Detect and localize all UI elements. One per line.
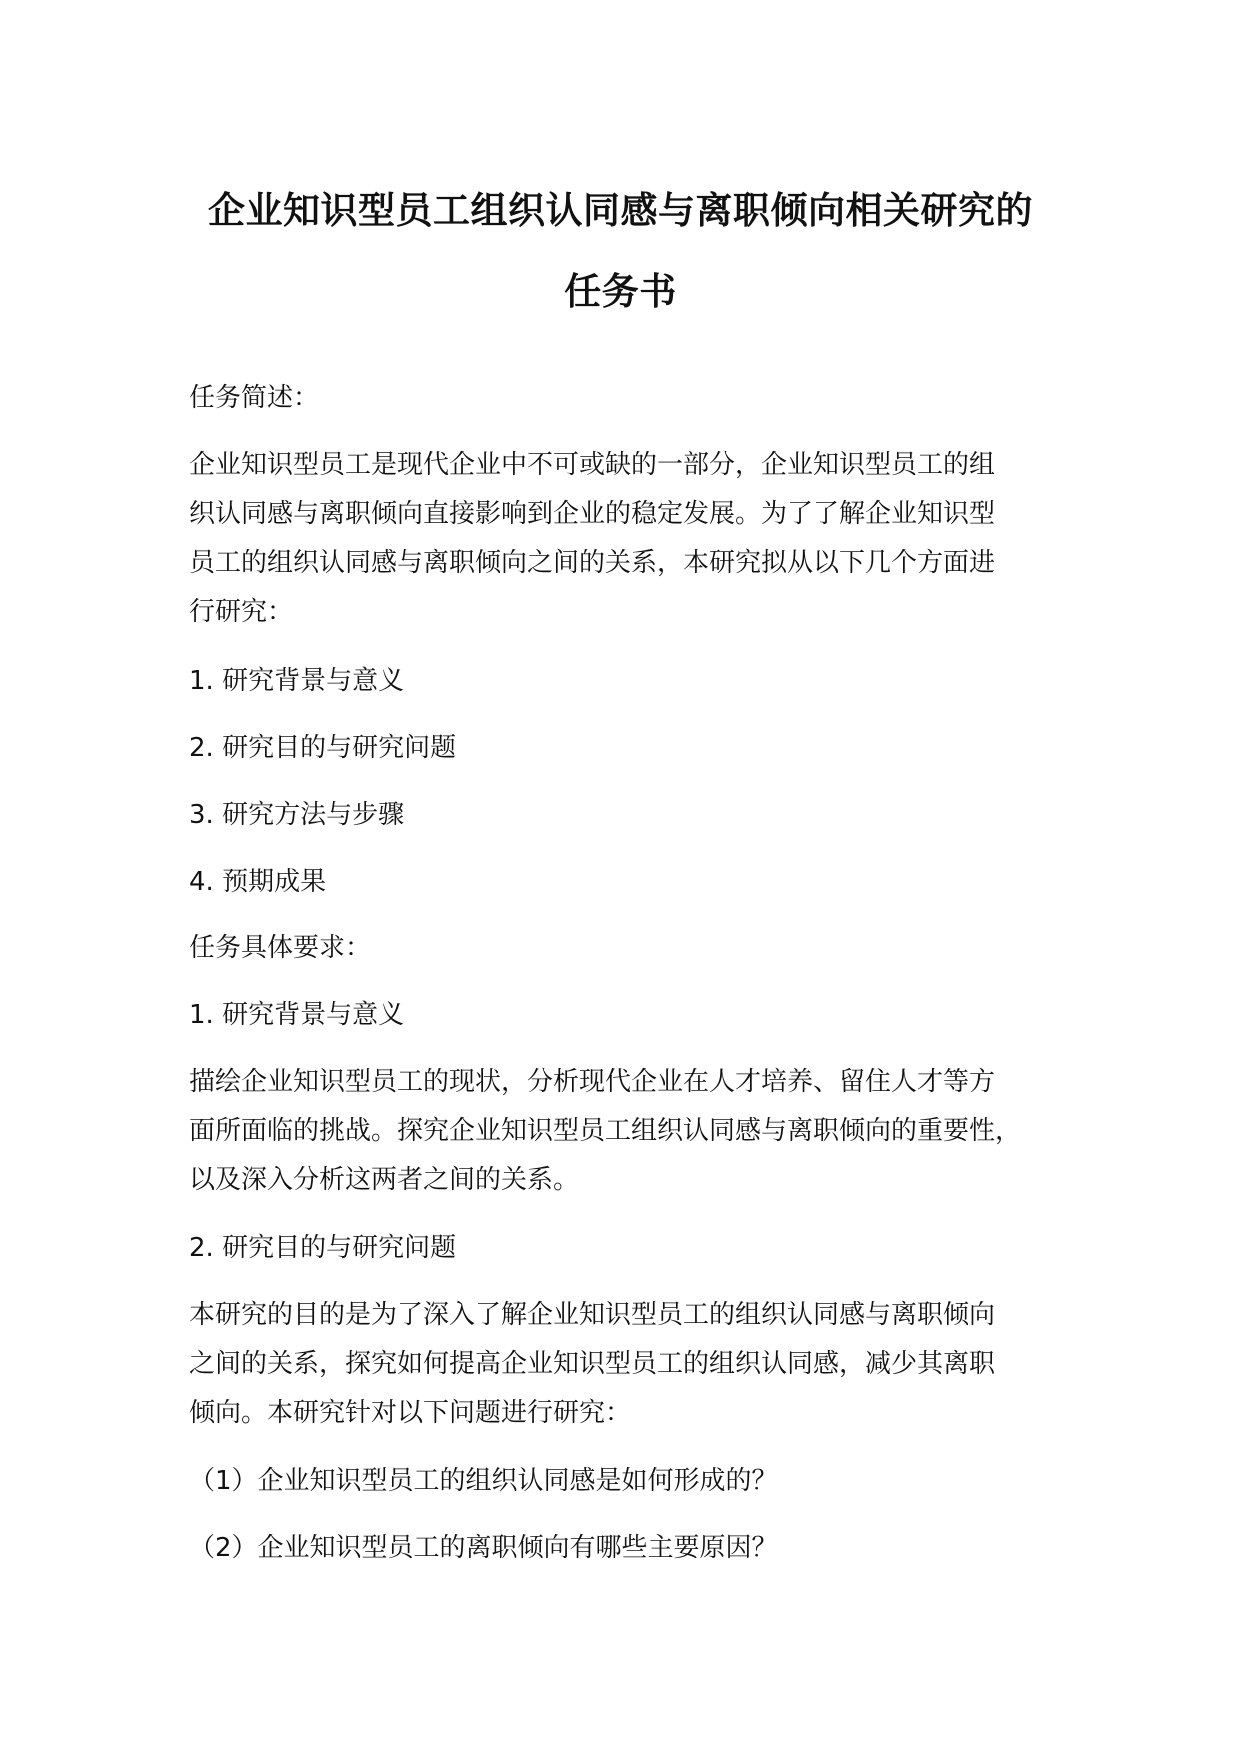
paragraph-line: 面所面临的挑战。探究企业知识型员工组织认同感与离职倾向的重要性， — [189, 1116, 1022, 1146]
list-item: 1. 研究背景与意义 — [189, 666, 405, 696]
list-item: 2. 研究目的与研究问题 — [189, 733, 457, 763]
paragraph-line: 描绘企业知识型员工的现状，分析现代企业在人才培养、留住人才等方 — [189, 1067, 996, 1097]
question-item: （2）企业知识型员工的离职倾向有哪些主要原因？ — [189, 1533, 778, 1563]
list-item: 3. 研究方法与步骤 — [189, 800, 405, 830]
section-heading: 2. 研究目的与研究问题 — [189, 1233, 457, 1263]
paragraph-line: 以及深入分析这两者之间的关系。 — [189, 1165, 580, 1195]
paragraph-line: 本研究的目的是为了深入了解企业知识型员工的组织认同感与离职倾向 — [189, 1300, 996, 1330]
paragraph-line: 倾向。本研究针对以下问题进行研究： — [189, 1398, 632, 1428]
summary-paragraph-line: 织认同感与离职倾向直接影响到企业的稳定发展。为了了解企业知识型 — [189, 499, 996, 529]
section-heading: 1. 研究背景与意义 — [189, 1000, 405, 1030]
requirements-heading: 任务具体要求： — [189, 933, 372, 963]
paragraph-line: 之间的关系，探究如何提高企业知识型员工的组织认同感，减少其离职 — [189, 1349, 996, 1379]
document-title-line-2: 任务书 — [564, 270, 677, 313]
question-item: （1）企业知识型员工的组织认同感是如何形成的？ — [189, 1466, 778, 1496]
list-item: 4. 预期成果 — [189, 867, 327, 897]
summary-paragraph-line: 企业知识型员工是现代企业中不可或缺的一部分，企业知识型员工的组 — [189, 450, 996, 480]
document-title-line-1: 企业知识型员工组织认同感与离职倾向相关研究的 — [208, 189, 1033, 232]
summary-paragraph-line: 行研究： — [189, 597, 294, 627]
summary-heading: 任务简述： — [189, 383, 320, 413]
summary-paragraph-line: 员工的组织认同感与离职倾向之间的关系，本研究拟从以下几个方面进 — [189, 548, 996, 578]
